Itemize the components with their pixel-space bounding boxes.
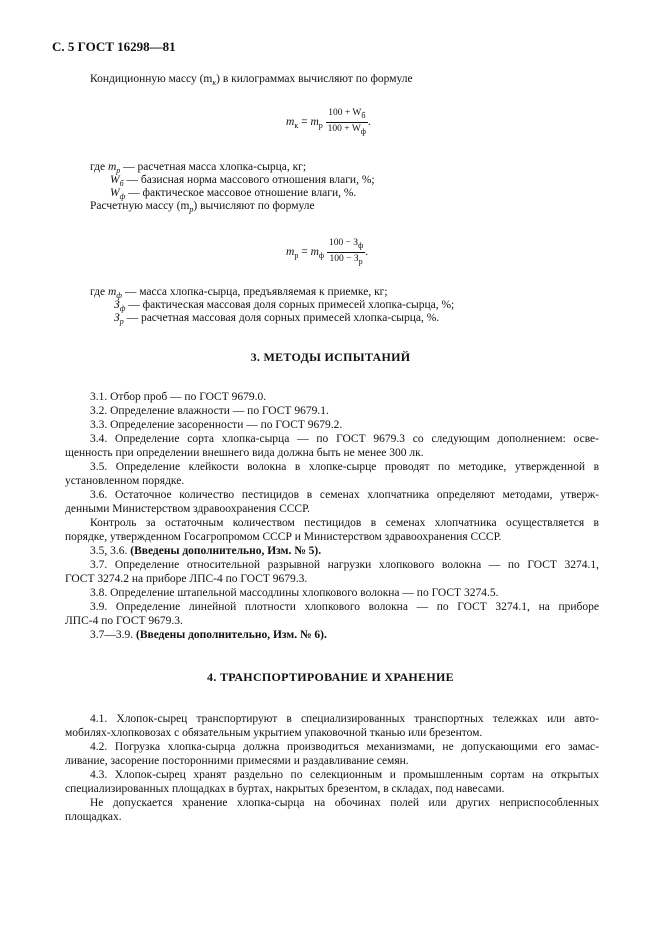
paragraph: 3.9. Определение линейной плотности хлопкового волокна — по ГОСТ 3274.1, на приборе xyxy=(90,601,599,613)
paragraph: мобилях-хлопковозах с обязательным укрытием упаковочной тканью или брезентом. xyxy=(65,727,483,739)
fraction: $\frac{100 + W_б}{100 + W_ф}$ xyxy=(327,108,366,136)
intro-calculated-mass: Расчетную массу $(m_р)$ вычисляют по формуле xyxy=(90,200,315,214)
where-item: $З_р$ — расчетная массовая доля сорных примесей хлопка-сырца, %. xyxy=(114,312,440,326)
where-item: $W_б$ — базисная норма массового отношения влаги, %; xyxy=(110,174,375,188)
where-item: $З_ф$ — фактическая массовая доля сорных примесей хлопка-сырца, %; xyxy=(114,299,455,313)
paragraph: 3.8. Определение штапельной массодлины хлопкового волокна — по ГОСТ 3274.5. xyxy=(90,587,499,599)
paragraph: Контроль за остаточным количеством пестицидов в семенах хлопчатника осуществляется в xyxy=(90,517,599,529)
amendment-note: 3.5, 3.6. (Введены дополнительно, Изм. № 5). xyxy=(90,545,322,557)
paragraph: 3.4. Определение сорта хлопка-сырца — по ГОСТ 9679.3 со следующим дополнением: осве- xyxy=(90,433,599,445)
paragraph: 3.6. Остаточное количество пестицидов в семенах хлопчатника определяют методами, утверж- xyxy=(90,489,599,501)
paragraph: порядке, утвержденном Госагропромом СССР и Министерством здравоохранения СССР. xyxy=(65,531,502,543)
paragraph: 4.2. Погрузка хлопка-сырца должна производиться механизмами, не допускающими его замас- xyxy=(90,741,599,753)
paragraph: 3.2. Определение влажности — по ГОСТ 9679.1. xyxy=(90,405,329,417)
paragraph: площадках. xyxy=(65,811,122,823)
paragraph: 3.3. Определение засоренности — по ГОСТ 9679.2. xyxy=(90,419,343,431)
formula-conditional-mass: $m_к = m_р$ $\frac{100 + W_б}{100 + W_ф}$ . xyxy=(286,108,371,136)
paragraph: ГОСТ 3274.2 на приборе ЛПС-4 по ГОСТ 9679.3. xyxy=(65,573,308,585)
section-title-tests: 3. МЕТОДЫ ИСПЫТАНИЙ xyxy=(250,350,411,364)
page-header: С. 5 ГОСТ 16298—81 xyxy=(52,39,176,54)
amendment-note: 3.7—3.9. (Введены дополнительно, Изм. № 6). xyxy=(90,629,327,641)
section-title-transport: 4. ТРАНСПОРТИРОВАНИЕ И ХРАНЕНИЕ xyxy=(207,670,454,684)
paragraph: 3.5. Определение клейкости волокна в хлопке-сырце проводят по методике, утвержденной в xyxy=(90,461,599,473)
paragraph: установленном порядке. xyxy=(65,475,185,487)
where-item: $W_ф$ — фактическое массовое отношение влаги, %. xyxy=(110,187,357,201)
paragraph: денными Министерством здравоохранения СССР. xyxy=(65,503,310,515)
paragraph: ливание, засорение посторонними примесями и раздавливание семян. xyxy=(65,755,409,767)
paragraph: 3.1. Отбор проб — по ГОСТ 9679.0. xyxy=(90,391,267,403)
intro-conditional-mass: Кондиционную массу $(m_к)$ в килограммах вычисляют по формуле xyxy=(90,73,413,87)
fraction: $\frac{100 - З_ф}{100 - З_р}$ xyxy=(328,238,364,266)
formula-calculated-mass: $m_р = m_ф$ $\frac{100 - З_ф}{100 - З_р}$ . xyxy=(286,238,369,266)
paragraph: 4.1. Хлопок-сырец транспортируют в специализированных транспортных тележках или авто- xyxy=(90,713,599,725)
where-item: где $m_р$ — расчетная масса хлопка-сырца, кг; xyxy=(90,161,307,175)
paragraph: ЛПС-4 по ГОСТ 9679.3. xyxy=(65,615,183,627)
paragraph: Не допускается хранение хлопка-сырца на обочинах полей или других неприспособленных xyxy=(90,797,599,809)
paragraph: 3.7. Определение относительной разрывной нагрузки хлопкового волокна — по ГОСТ 3274.1, xyxy=(90,559,599,571)
where-item: где $m_ф$ — масса хлопка-сырца, предъявляемая к приемке, кг; xyxy=(90,286,388,300)
paragraph: щенность при определении внешнего вида должна быть не менее 300 лк. xyxy=(65,447,424,459)
paragraph: 4.3. Хлопок-сырец хранят раздельно по селекционным и промышленным сортам на открытых xyxy=(90,769,599,781)
paragraph: специализированных площадках в буртах, накрытых брезентом, в складах, под навесами. xyxy=(65,783,505,795)
